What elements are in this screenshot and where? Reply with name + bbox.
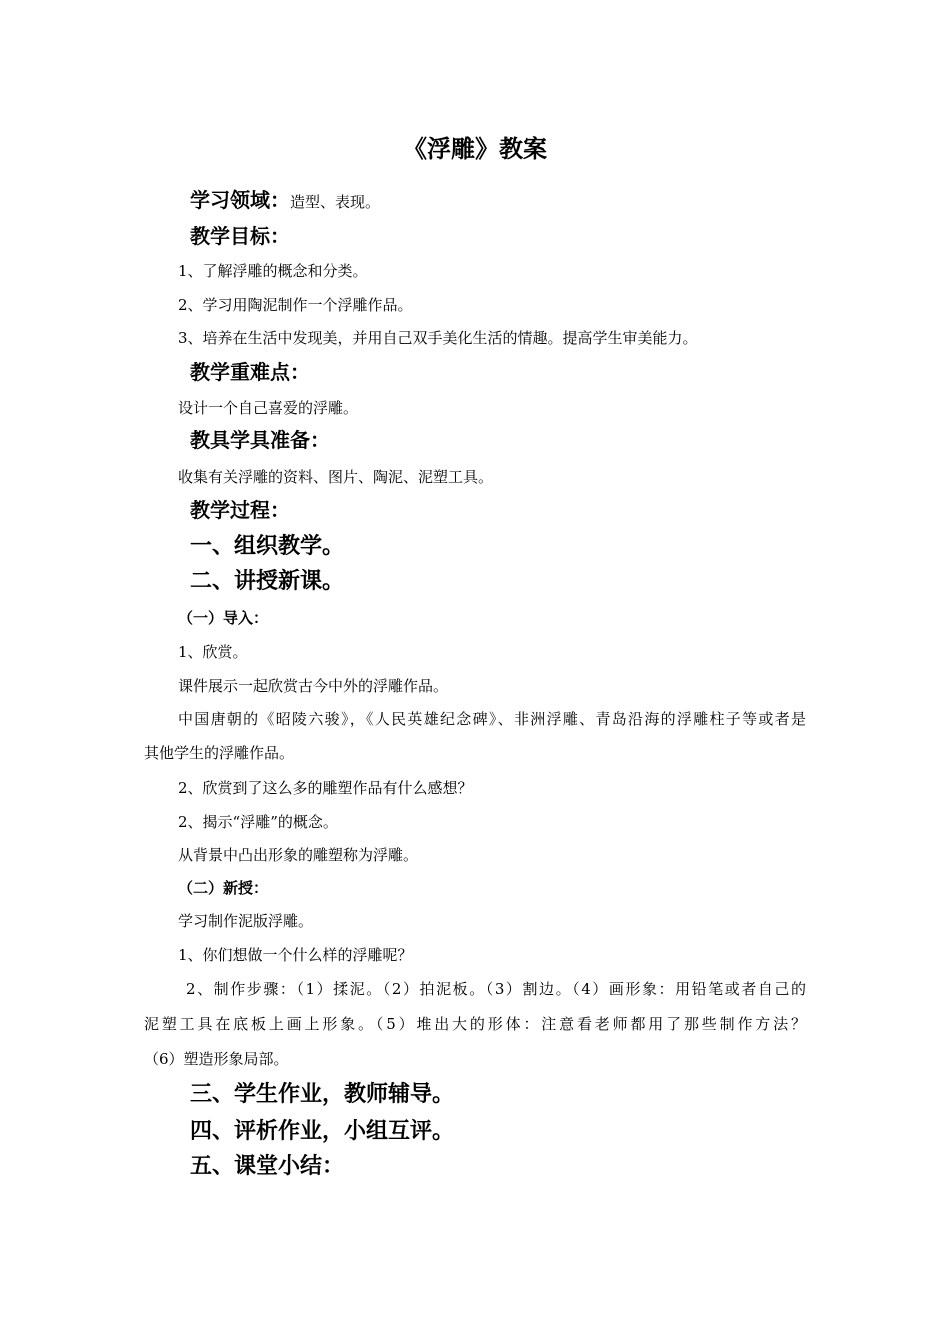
new-line: （6）塑造形象局部。 [144,1050,289,1068]
step-heading: 一、组织教学。 [190,534,345,559]
document-title: 《浮雕》教案 [403,135,547,163]
objective-item: 1、了解浮雕的概念和分类。 [178,262,368,280]
new-line [144,1017,806,1032]
intro-heading: （一）导入： [178,609,269,627]
new-line [186,982,806,997]
step-heading: 三、学生作业，教师辅导。 [190,1082,455,1107]
field-row [190,190,380,210]
key-points-heading: 教学重难点： [190,360,310,384]
intro-line: 课件展示一起欣赏古今中外的浮雕作品。 [178,677,449,695]
new-line: 1、你们想做一个什么样的浮雕呢？ [178,946,413,964]
objectives-heading: 教学目标： [190,224,290,248]
new-line: 学习制作泥版浮雕。 [178,912,314,930]
new-line-text: 泥塑工具在底板上画上形象。（5）堆出大的形体：注意看老师都用了那些制作方法？ [144,1015,806,1033]
intro-line: 2、欣赏到了这么多的雕塑作品有什么感想？ [178,779,473,797]
materials-text: 收集有关浮雕的资料、图片、陶泥、泥塑工具。 [178,468,494,486]
intro-line-text: 中国唐朝的《昭陵六骏》，《人民英雄纪念碑》、非洲浮雕、青岛沿海的浮雕柱子等或者是 [178,710,806,728]
intro-line: 2、揭示“浮雕”的概念。 [178,813,338,831]
intro-line: 其他学生的浮雕作品。 [144,744,295,762]
field-value: 造型、表现。 [290,193,381,211]
step-heading: 二、讲授新课。 [190,569,345,594]
key-points-text: 设计一个自己喜爱的浮雕。 [178,399,359,417]
materials-heading: 教具学具准备： [190,428,330,452]
objective-item: 2、学习用陶泥制作一个浮雕作品。 [178,296,413,314]
step-heading: 五、课堂小结： [190,1154,345,1179]
field-label: 学习领域： [190,188,290,212]
objective-item: 3、培养在生活中发现美，并用自己双手美化生活的情趣。提高学生审美能力。 [178,329,698,347]
process-heading: 教学过程： [190,498,290,522]
new-line-text: 2、制作步骤：（1）揉泥。（2）拍泥板。（3）割边。（4）画形象：用铅笔或者自己的 [186,980,806,998]
intro-line: 从背景中凸出形象的雕塑称为浮雕。 [178,846,419,864]
new-heading: （二）新授： [178,879,269,897]
intro-line [178,712,806,727]
step-heading: 四、评析作业，小组互评。 [190,1119,455,1144]
intro-line: 1、欣赏。 [178,643,248,661]
